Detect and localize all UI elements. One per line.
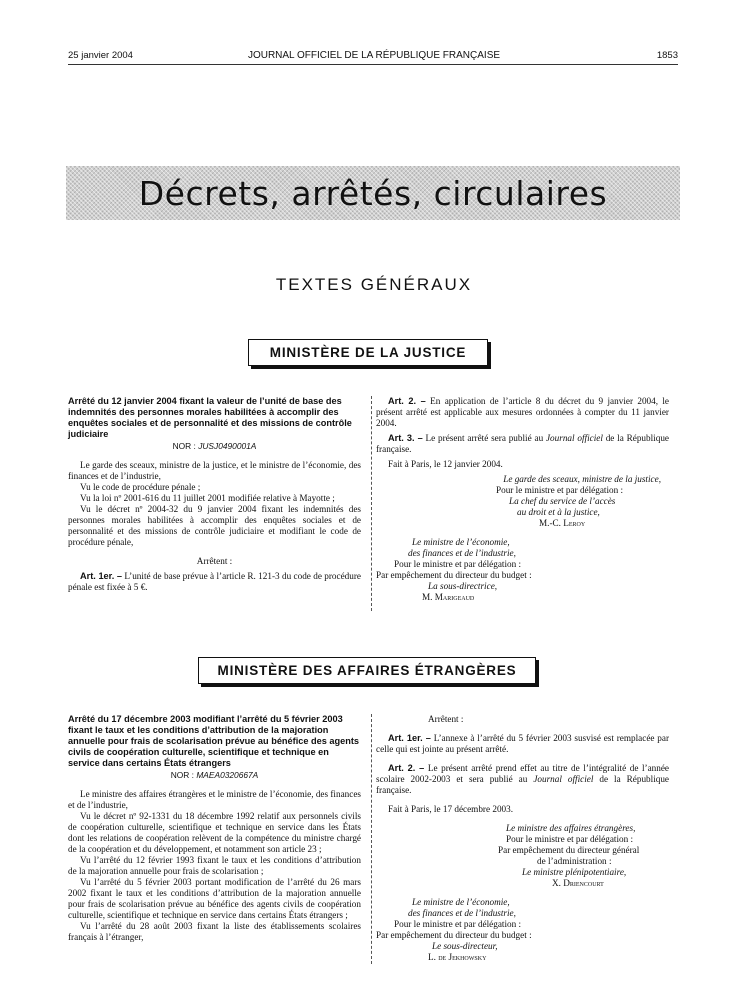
justice-visa-2: Vu la loi nº 2001-616 du 11 juillet 2001 modifiée relative à Mayotte ;	[80, 493, 335, 503]
justice-sig2-empechement: Par empêchement du directeur du budget :	[376, 570, 532, 580]
affaires-arretent: Arrêtent :	[428, 714, 464, 724]
header-date: 25 janvier 2004	[68, 50, 133, 61]
justice-nor-label: NOR :	[172, 441, 196, 451]
justice-sig2-role: La sous-directrice,	[428, 581, 498, 591]
justice-article-3-label: Art. 3. –	[388, 433, 423, 443]
justice-arretent: Arrêtent :	[196, 556, 233, 566]
ministry-affaires-etrangeres-heading: MINISTÈRE DES AFFAIRES ÉTRANGÈRES	[198, 657, 536, 684]
affaires-article-2-label: Art. 2. –	[388, 763, 425, 773]
justice-column-divider	[371, 396, 372, 611]
affaires-visa-1: Vu le décret nº 92-1331 du 18 décembre 1992 relatif aux personnels civils de coopération culturelle, scientifique et technique en service dans les États dont les relations de coopération relèvent de la compétence du ministre chargé de la coopération et du développement, et notamment son article 23 ;	[68, 811, 361, 854]
affaires-sig1-delegation: Pour le ministre et par délégation :	[506, 834, 634, 844]
header-page-number: 1853	[656, 50, 678, 61]
rubric-banner	[66, 166, 680, 220]
justice-sig2-name: M. Marigeaud	[422, 592, 475, 602]
affaires-sig1-title: Le ministre des affaires étrangères,	[506, 823, 636, 833]
justice-article-3-text-a: Le présent arrêté sera publié au	[425, 433, 544, 443]
affaires-article-2	[376, 763, 669, 796]
justice-sig1-role-b: au droit et à la justice,	[517, 507, 600, 517]
justice-sig2-delegation: Pour le ministre et par délégation :	[394, 559, 522, 569]
rubric-banner-title: Décrets, arrêtés, circulaires	[138, 173, 608, 213]
justice-article-3	[376, 433, 669, 455]
affaires-right-column	[376, 714, 669, 963]
affaires-article-2-text-a: Le présent arrêté prend effet au titre de l’intégralité de l’année scolaire 2002-2003 et sera publié au	[376, 763, 670, 784]
section-heading: TEXTES GÉNÉRAUX	[275, 275, 473, 294]
affaires-visa-2: Vu l’arrêté du 12 février 1993 fixant le taux et les conditions d’attribution de la majoration annuelle pour frais de scolarisation ;	[68, 855, 361, 876]
justice-sig1-name: M.-C. Leroy	[539, 518, 586, 528]
affaires-sig2-title-a: Le ministre de l’économie,	[412, 897, 510, 907]
justice-fait-a: Fait à Paris, le 12 janvier 2004.	[388, 459, 503, 469]
affaires-preamble: Le ministre des affaires étrangères et le ministre de l’économie, des finances et de l’industrie,	[68, 789, 361, 810]
justice-article-3-text-b: de la République française.	[376, 433, 669, 454]
justice-sig1-role-a: La chef du service de l’accès	[509, 496, 616, 506]
affaires-sig2-role: Le sous-directeur,	[432, 941, 498, 951]
justice-sig1-title: Le garde des sceaux, ministre de la justice,	[503, 474, 661, 484]
affaires-fait-a: Fait à Paris, le 17 décembre 2003.	[388, 804, 514, 814]
affaires-article-1-label: Art. 1er. –	[388, 733, 431, 743]
affaires-nor-code: MAEA0320667A	[196, 770, 259, 780]
affaires-sig2-name: L. de Jekhowsky	[428, 952, 487, 962]
justice-sig2-title-b: des finances et de l’industrie,	[408, 548, 516, 558]
affaires-article-1	[376, 733, 669, 755]
justice-sig1-delegation: Pour le ministre et par délégation :	[496, 485, 624, 495]
affaires-article-1-text: L’annexe à l’arrêté du 5 février 2003 susvisé est remplacée par celle qui est jointe au présent arrêté.	[376, 733, 670, 754]
justice-article-1-text: L’unité de base prévue à l’article R. 121-3 du code de procédure pénale est fixée à 5 €.	[68, 571, 362, 592]
justice-article-2	[376, 396, 669, 429]
affaires-nor-label: NOR :	[170, 770, 194, 780]
justice-article-1-label: Art. 1er. –	[80, 571, 123, 581]
justice-article-2-text: En application de l’article 8 du décret du 9 janvier 2004, le présent arrêté est applicable aux mesures ordonnées à compter du 11 janvier 2004.	[376, 396, 669, 428]
affaires-article-2-journal: Journal officiel	[533, 774, 594, 784]
ministry-justice-heading: MINISTÈRE DE LA JUSTICE	[248, 339, 488, 366]
affaires-sig1-empechement-a: Par empêchement du directeur général	[498, 845, 640, 855]
affaires-left-column	[68, 714, 361, 943]
justice-left-column	[68, 396, 361, 593]
affaires-sig1-name: X. Driencourt	[552, 878, 604, 888]
affaires-visa-4: Vu l’arrêté du 28 août 2003 fixant la liste des établissements scolaires français à l’étranger,	[68, 921, 361, 942]
header-journal-title: JOURNAL OFFICIEL DE LA RÉPUBLIQUE FRANÇAISE	[247, 50, 501, 61]
justice-nor-reference	[68, 441, 361, 452]
justice-nor-code: JUSJ0490001A	[198, 441, 257, 451]
affaires-sig2-delegation: Pour le ministre et par délégation :	[394, 919, 522, 929]
justice-preamble: Le garde des sceaux, ministre de la justice, et le ministre de l’économie, des finances et de l’industrie,	[68, 460, 361, 481]
affaires-sig2-title-b: des finances et de l’industrie,	[408, 908, 516, 918]
affaires-sig2-empechement: Par empêchement du directeur du budget :	[376, 930, 532, 940]
affaires-article-2-text-b: de la République française.	[376, 774, 670, 795]
justice-decree-title: Arrêté du 12 janvier 2004 fixant la valeur de l’unité de base des indemnités des personnes morales habilitées à accomplir des enquêtes sociales et de personnalité et des missions de contrôle judiciaire	[68, 396, 352, 439]
header-rule	[68, 64, 678, 65]
affaires-visa-3: Vu l’arrêté du 5 février 2003 portant modification de l’arrêté du 26 mars 2002 fixant le taux et les conditions d’attribution de la majoration annuelle pour frais de scolarisation prévue au bénéfice des agents civils de coopération culturelle, scientifique et technique en service dans certains États étrangers ;	[68, 877, 361, 920]
justice-visa-3: Vu le décret nº 2004-32 du 9 janvier 2004 fixant les indemnités des personnes morales habilitées à accomplir des enquêtes sociales et de personnalité et des missions de contrôle judiciaire et modifiant le code de procédure pénale,	[68, 504, 361, 547]
justice-visa-1: Vu le code de procédure pénale ;	[80, 482, 201, 492]
justice-article-3-journal: Journal officiel	[545, 433, 603, 443]
affaires-column-divider	[371, 714, 372, 964]
justice-right-column	[376, 396, 669, 603]
affaires-decree-title: Arrêté du 17 décembre 2003 modifiant l’arrêté du 5 février 2003 fixant le taux et les conditions d’attribution de la majoration annuelle pour frais de scolarisation prévue au bénéfice des agents civils de coopération culturelle, scientifique et technique en service dans certains États étrangers	[68, 714, 360, 768]
affaires-nor-reference	[68, 770, 361, 781]
affaires-sig1-role: Le ministre plénipotentiaire,	[522, 867, 627, 877]
justice-article-1	[68, 571, 361, 593]
affaires-sig1-empechement-b: de l’administration :	[537, 856, 612, 866]
justice-article-2-label: Art. 2. –	[388, 396, 426, 406]
justice-sig2-title-a: Le ministre de l’économie,	[412, 537, 510, 547]
